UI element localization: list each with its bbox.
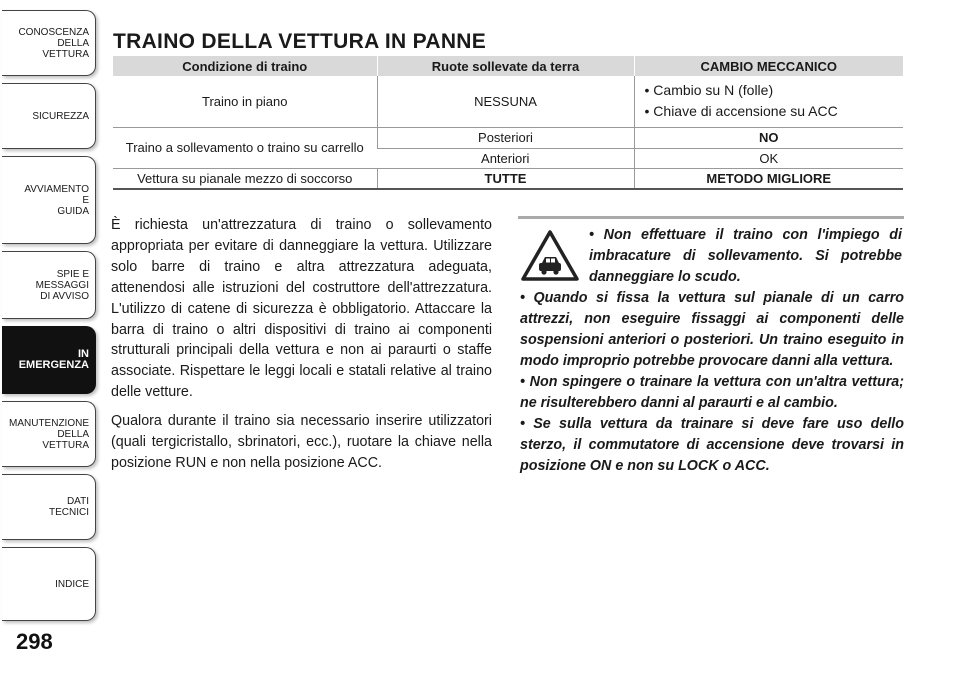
warning-body — [520, 288, 904, 477]
cell-gearbox — [634, 76, 903, 127]
towing-table — [113, 56, 903, 190]
cell-gearbox: METODO MIGLIORE — [634, 168, 903, 189]
tab-in-emergenza[interactable]: IN EMERGENZA — [2, 326, 96, 394]
header-gearbox: CAMBIO MECCANICO — [634, 56, 903, 76]
section-title: TRAINO DELLA VETTURA IN PANNE — [113, 30, 487, 53]
warning-item: • Quando si fissa la vettura sul pianale di un carro attrezzi, non eseguire fissaggi ai componenti delle sospensioni anteriori o posteriori. Un traino eseguito in modo improprio potrebbe provocare danni alla vettura. — [520, 288, 904, 372]
warning-divider — [518, 216, 904, 219]
warning-item: • Se sulla vettura da trainare si deve fare uso dello sterzo, il commutatore di accensione deve trovarsi in posizione ON e non su LOCK o ACC. — [520, 414, 904, 477]
table-row — [113, 168, 903, 189]
body-paragraph: È richiesta un'attrezzatura di traino o sollevamento appropriata per evitare di danneggiare la vettura. Utilizzare solo barre di traino e altra attrezzatura adeguata, attenendosi alle istruzioni del costruttore dell'attrezzatura. L'utilizzo di catene di sicurezza è obbligatorio. Attaccare la barra di traino o altri dispositivi di traino ai componenti strutturali principali della vettura e non ai paraurti o staffe associate. Rispettare le leggi locali e statali relative al traino delle vetture. — [111, 217, 492, 401]
cell-condition: Traino in piano — [113, 76, 377, 127]
header-condition: Condizione di traino — [113, 56, 377, 76]
cell-wheels: Posteriori — [377, 127, 634, 148]
warning-triangle-car-icon — [520, 228, 580, 283]
body-text — [111, 215, 492, 482]
cell-wheels: TUTTE — [377, 168, 634, 189]
cell-gearbox: OK — [634, 148, 903, 168]
cell-wheels: NESSUNA — [377, 76, 634, 127]
list-item: • Chiave di accensione su ACC — [645, 101, 900, 122]
tab-avviamento-e-guida[interactable]: AVVIAMENTO E GUIDA — [2, 156, 96, 244]
cell-condition: Vettura su pianale mezzo di soccorso — [113, 168, 377, 189]
tab-sicurezza[interactable]: SICUREZZA — [2, 83, 96, 149]
body-paragraph: Qualora durante il traino sia necessario inserire utilizzatori (quali tergicristallo, sbrinatori, ecc.), ruotare la chiave nella posizione RUN e non nella posizione ACC. — [111, 413, 492, 471]
warning-item: • Non spingere o trainare la vettura con un'altra vettura; ne risulterebbero danni al paraurti e al cambio. — [520, 372, 904, 414]
warning-item: • Non effettuare il traino con l'impiego di imbracature di sollevamento. Si potrebbe danneggiare lo scudo. — [589, 225, 902, 288]
header-wheels: Ruote sollevate da terra — [377, 56, 634, 76]
section-tabs — [0, 0, 100, 678]
tab-dati-tecnici[interactable]: DATI TECNICI — [2, 474, 96, 540]
tab-conoscenza-della-vettura[interactable]: CONOSCENZA DELLA VETTURA — [2, 10, 96, 76]
table-row — [113, 76, 903, 127]
tab-manutenzione-della-vettura[interactable]: MANUTENZIONE DELLA VETTURA — [2, 401, 96, 467]
table-header-row — [113, 56, 903, 76]
cell-condition: Traino a sollevamento o traino su carrello — [113, 127, 377, 168]
list-item: • Cambio su N (folle) — [645, 80, 900, 101]
cell-wheels: Anteriori — [377, 148, 634, 168]
cell-gearbox: NO — [634, 127, 903, 148]
table-row — [113, 127, 903, 148]
tab-spie-e-messaggi[interactable]: SPIE E MESSAGGI DI AVVISO — [2, 251, 96, 319]
page-number: 298 — [16, 629, 53, 654]
tab-indice[interactable]: INDICE — [2, 547, 96, 621]
